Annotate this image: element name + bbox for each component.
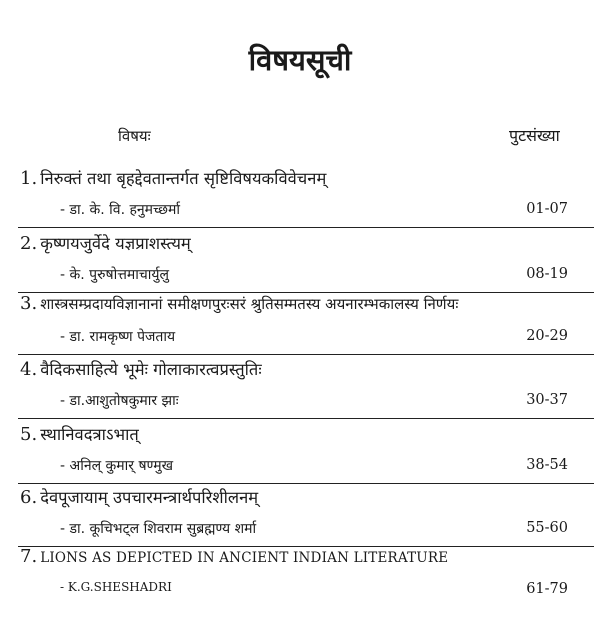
entry-title [20,166,326,189]
entry-pages: 01-07 [526,201,568,217]
entry-author: - डा. कूचिभट्ल शिवराम सुब्रह्मण्य शर्मा [60,521,257,537]
entry-pages: 20-29 [526,328,568,344]
entry-divider [18,227,594,228]
entry-title [20,422,139,445]
entry-title-text: LIONS AS DEPICTED IN ANCIENT INDIAN LITERATURE [40,550,449,566]
entry-divider [18,354,594,355]
entry-number: 7. [20,546,38,567]
entry-title-text: निरुक्तं तथा बृहद्देवतान्तर्गत सृष्टिविषयकविवेचनम् [40,169,327,188]
entry-author: - अनिल् कुमार् षण्मुख [60,458,174,474]
subject-column-header: विषयः [118,127,151,145]
entry-number: 6. [20,487,38,508]
entry-pages: 08-19 [526,266,568,282]
entry-author: - के. पुरुषोत्तमाचार्युलु [60,267,169,283]
entry-number: 5. [20,424,38,445]
entry-title-text: स्थानिवदत्राऽभात् [40,425,139,444]
entry-pages: 30-37 [526,392,568,408]
entry-title [20,293,458,314]
entry-number: 2. [20,233,38,254]
entry-number: 3. [20,293,38,314]
entry-title-text: वैदिकसाहित्ये भूमेः गोलाकारत्वप्रस्तुतिः [40,360,262,379]
entry-author: - K.G.SHESHADRI [60,580,172,594]
entry-divider [18,418,594,419]
entry-pages: 55-60 [526,520,568,536]
entry-pages: 61-79 [526,581,568,597]
entry-title [20,231,191,254]
page-number-column-header: पुटसंख्या [509,126,560,145]
entry-title [20,546,448,567]
entry-author: - डा. के. वि. हनुमच्छर्मा [60,202,181,218]
entry-title-text: कृष्णयजुर्वेदे यज्ञप्राशस्त्यम् [40,234,191,253]
entry-title [20,357,262,380]
entry-number: 4. [20,359,38,380]
entry-title-text: देवपूजायाम् उपचारमन्त्रार्थपरिशीलनम् [40,488,259,507]
entry-number: 1. [20,168,38,189]
entry-author: - डा.आशुतोषकुमार झाः [60,393,179,409]
page-title: विषयसूची [248,43,352,77]
entry-title [20,485,258,508]
entry-author: - डा. रामकृष्ण पेजताय [60,329,176,345]
entry-title-text: शास्त्रसम्प्रदायविज्ञानानां समीक्षणपुरःसरं श्रुतिसम्मतस्य अयनारम्भकालस्य निर्णयः [40,295,459,313]
entry-divider [18,483,594,484]
entry-pages: 38-54 [526,457,568,473]
